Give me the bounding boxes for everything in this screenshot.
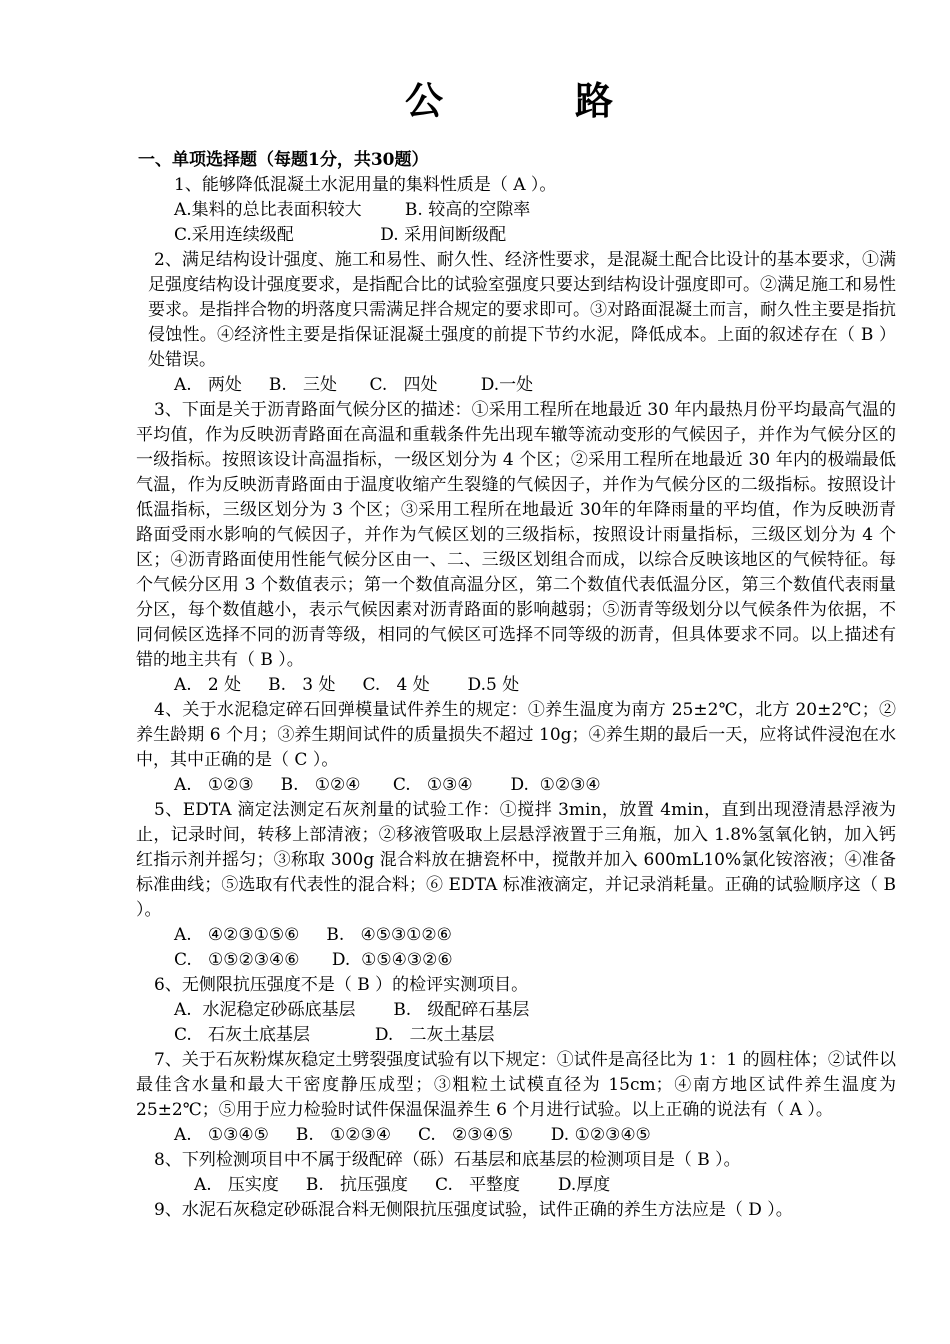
section-heading: 一、单项选择题（每题1分，共30题） [138,150,429,170]
question-4-options: A. ①②③ B. ①②④ C. ①③④ D. ①②③④ [174,775,601,795]
question-4-stem: 4、关于水泥稳定碎石回弹模量试件养生的规定：①养生温度为南方 25±2℃，北方 20±2℃；②养生龄期 6 个月；③养生期间试件的质量损失不超过 10g；④养生期的最后一天，应将试件浸泡在水中，其中正确的是（ C ）。 [136,700,896,770]
question-3-stem: 3、下面是关于沥青路面气候分区的描述：①采用工程所在地最近 30 年内最热月份平均最高气温的平均值，作为反映沥青路面在高温和重载条件先出现车辙等流动变形的气候因子，并作为气候分区的一级指标。按照该设计高温指标，一级区划分为 4 个区；②采用工程所在地最近 30 年内的极端最低气温，作为反映沥青路面由于温度收缩产生裂缝的气候因子，并作为气候分区的二级指标。按照设计低温指标，三级区划分为 3 个区；③采用工程所在地最近 30年的年降雨量的平均值，作为反映沥青路面受雨水影响的气候因子，并作为气候区划的三级指标，按照设计雨量指标，三级区划分为 4 个区；④沥青路面使用性能气候分区由一、二、三级区划组合而成，以综合反映该地区的气候特征。每个气候分区用 3 个数值表示；第一个数值高温分区，第二个数值代表低温分区，第三个数值代表雨量分区，每个数值越小，表示气候因素对沥青路面的影响越弱；⑤沥青等级划分以气候条件为依据，不同伺候区选择不同的沥青等级，相同的气候区可选择不同等级的沥青，但具体要求不同。以上描述有错的地主共有（ B ）。 [136,400,896,670]
question-8-stem: 8、下列检测项目中不属于级配碎（砾）石基层和底基层的检测项目是（ B ）。 [154,1150,741,1170]
question-2-options: A. 两处 B. 三处 C. 四处 D.一处 [174,375,534,395]
document-body [136,148,896,1223]
question-6-options-cd: C. 石灰土底基层 D. 二灰土基层 [174,1025,495,1045]
title-char-2: 路 [575,78,614,123]
question-7-options: A. ①③④⑤ B. ①②③④ C. ②③④⑤ D. ①②③④⑤ [174,1125,651,1145]
question-8-options: A. 压实度 B. 抗压强度 C. 平整度 D.厚度 [194,1175,611,1195]
question-6-stem: 6、无侧限抗压强度不是（ B ）的检评实测项目。 [154,975,529,995]
question-1-stem: 1、能够降低混凝土水泥用量的集料性质是（ A ）。 [174,175,557,195]
title-char-1: 公 [405,78,444,123]
question-5-options-cd: C. ①⑤②③④⑥ D. ①⑤④③②⑥ [174,950,453,970]
question-9-stem: 9、水泥石灰稳定砂砾混合料无侧限抗压强度试验，试件正确的养生方法应是（ D ）。 [154,1200,793,1220]
question-5-options-ab: A. ④②③①⑤⑥ B. ④⑤③①②⑥ [174,925,452,945]
question-6-options-ab: A. 水泥稳定砂砾底基层 B. 级配碎石基层 [174,1000,530,1020]
question-1-options-cd: C.采用连续级配 D. 采用间断级配 [174,225,507,245]
question-1-options-ab: A.集料的总比表面积较大 B. 较高的空隙率 [174,200,531,220]
question-3-options: A. 2 处 B. 3 处 C. 4 处 D.5 处 [174,675,520,695]
question-7-stem: 7、关于石灰粉煤灰稳定土劈裂强度试验有以下规定：①试件是高径比为 1：1 的圆柱体；②试件以最佳含水量和最大干密度静压成型；③粗粒土试模直径为 15cm；④南方地区试件养生温度为 25±2℃；⑤用于应力检验时试件保温保温养生 6 个月进行试验。以上正确的说法有（ A ）。 [136,1050,896,1120]
question-5-stem: 5、EDTA 滴定法测定石灰剂量的试验工作：①搅拌 3min，放置 4min，直到出现澄清悬浮液为止，记录时间，转移上部清液；②移液管吸取上层悬浮液置于三角瓶，加入 1.8%氢氧化钠，加入钙红指示剂并摇匀；③称取 300g 混合料放在搪瓷杯中，搅散并加入 600mL10%氯化铵溶液；④准备标准曲线；⑤选取有代表性的混合料；⑥ EDTA 标准液滴定，并记录消耗量。正确的试验顺序这（ B ）。 [136,800,896,920]
question-2-stem: 2、满足结构设计强度、施工和易性、耐久性、经济性要求，是混凝土配合比设计的基本要求，①满足强度结构设计强度要求，是指配合比的试验室强度只要达到结构设计强度即可。②满足施工和易性要求。是指拌合物的坍落度只需满足拌合规定的要求即可。③对路面混凝土而言，耐久性主要是指抗侵蚀性。④经济性主要是指保证混凝土强度的前提下节约水泥，降低成本。上面的叙述存在（ B ）处错误。 [148,250,896,370]
